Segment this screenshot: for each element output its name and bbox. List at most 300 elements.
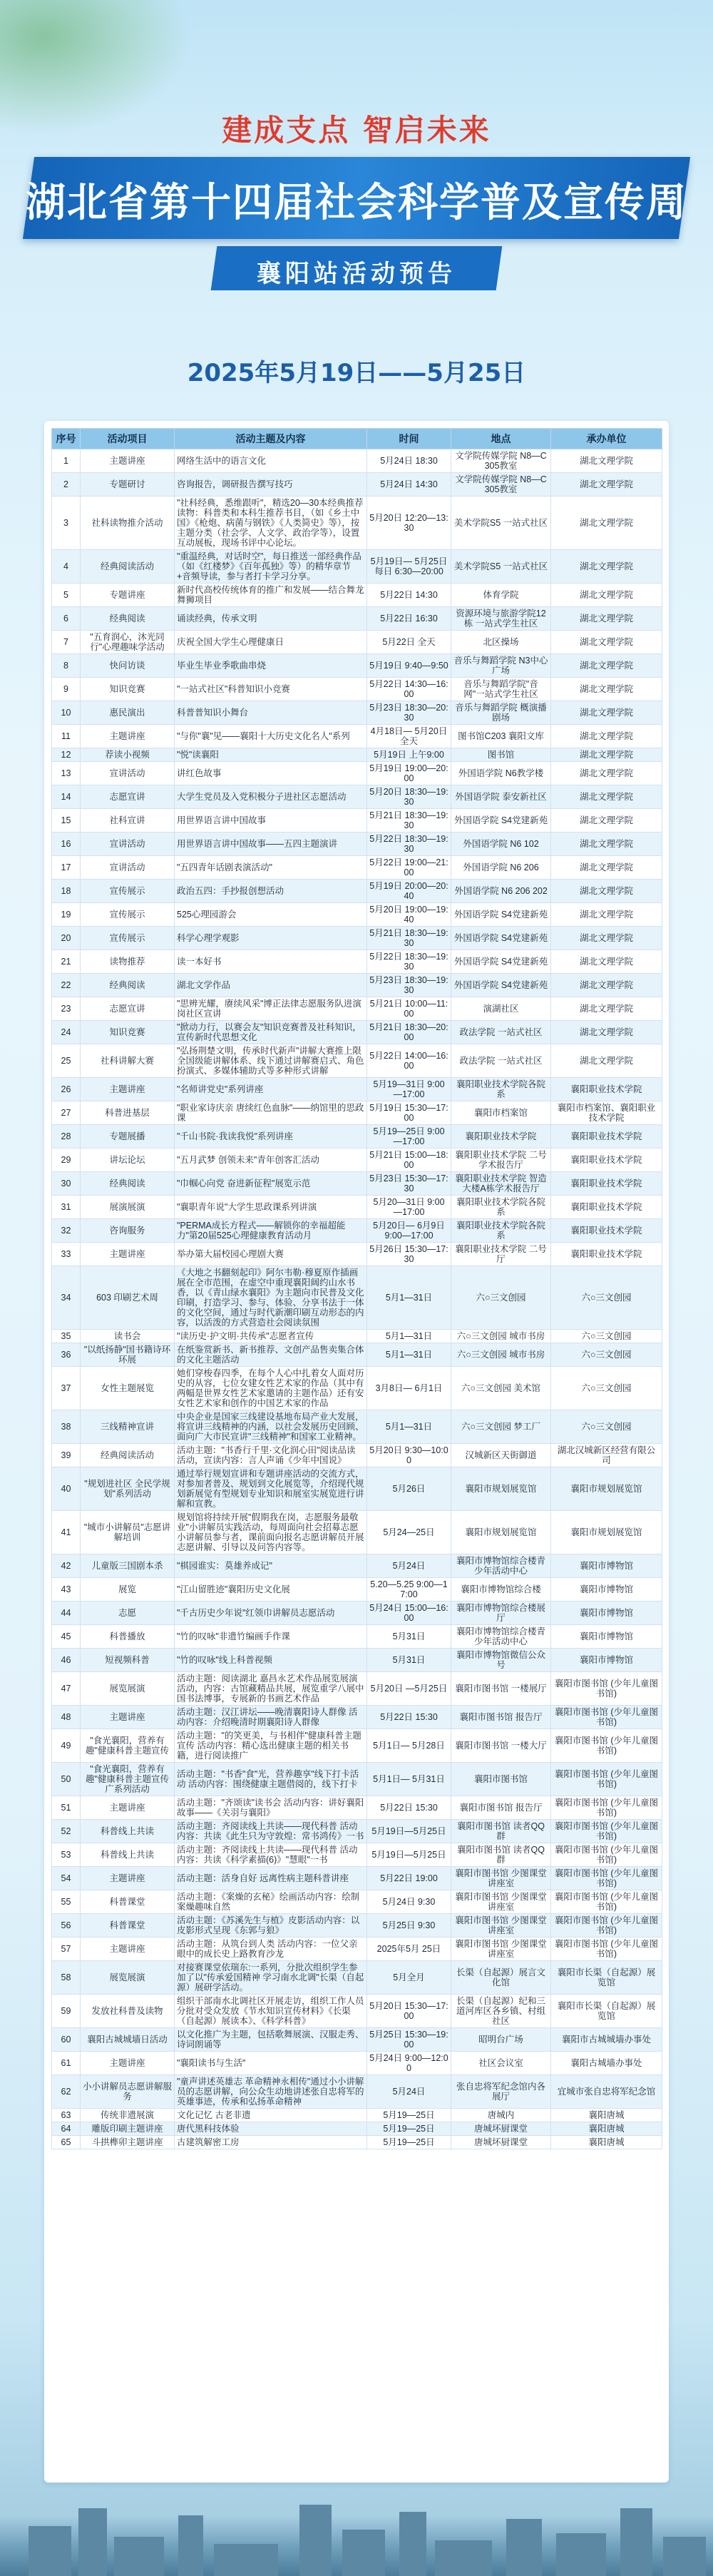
cell-organizer: 六○三文创园 [551, 1410, 662, 1444]
cell-content: "巾帼心向党 奋进新征程"展览示范 [175, 1172, 367, 1196]
cell-content: "千古历史少年说"红领巾讲解员志愿活动 [175, 1602, 367, 1625]
cell-organizer: 湖北文理学院 [551, 809, 662, 833]
cell-content: 活动主题：阅读湖北 嘉昌永艺术作品展览展演活动，内容：古馆藏精品共展，展览重学八展中国书法博事，专展新的书画艺术作品 [175, 1672, 367, 1706]
cell-no: 34 [52, 1266, 81, 1330]
cell-location: 六○三文创园 [451, 1266, 551, 1330]
cell-location: 襄阳市规划展览馆 [451, 1467, 551, 1511]
cell-project: 展览展演 [81, 1672, 175, 1706]
cell-time: 5月19日 20:00—20:40 [367, 880, 451, 903]
cell-content: 庆祝全国大学生心理健康日 [175, 631, 367, 654]
cell-time: 5月20日 18:30—19:30 [367, 785, 451, 809]
cell-content: 政治五四：手抄报创想活动 [175, 880, 367, 903]
cell-no: 13 [52, 762, 81, 785]
cell-project: 经典阅读 [81, 607, 175, 631]
cell-no: 28 [52, 1125, 81, 1149]
table-row [52, 762, 662, 785]
cell-time: 5.20—5.25 9:00—17:00 [367, 1578, 451, 1602]
cell-location: 图书馆 [451, 748, 551, 762]
cell-content: "襄职青年说"大学生思政课系列讲演 [175, 1196, 367, 1219]
cell-project: 主题讲座 [81, 1243, 175, 1266]
cell-location: 张自忠将军纪念馆内各展厅 [451, 2075, 551, 2109]
table-row [52, 2122, 662, 2136]
cell-location: 襄阳市博物馆综合楼青少年活动中心 [451, 1625, 551, 1649]
city-skyline [0, 2483, 713, 2576]
cell-location: 襄阳市图书馆 读者QQ群 [451, 1820, 551, 1843]
cell-project: "以纸扬静"国书籍诗环环展 [81, 1343, 175, 1367]
table-body [52, 449, 662, 2149]
cell-location: 文学院传媒学院 N8—C305教室 [451, 449, 551, 473]
cell-no: 1 [52, 449, 81, 473]
cell-content: 用世界语言讲中国故事 [175, 809, 367, 833]
cell-time: 5月21日 10:00—11:00 [367, 997, 451, 1021]
cell-time: 5月19日—5月25日 [367, 1820, 451, 1843]
cell-location: 襄阳市博物馆综合楼 [451, 1578, 551, 1602]
table-row [52, 903, 662, 927]
cell-time: 5月19日 15:30—17:00 [367, 1101, 451, 1125]
cell-project: 科普播放 [81, 1625, 175, 1649]
cell-content: 活动主题："的笑更美，与书相伴"健康科普主题宣传 活动内容：精心选出健康主题的相关书籍，进行阅读推广 [175, 1729, 367, 1763]
table-row [52, 631, 662, 654]
cell-content: "五月武梦 创领未来"青年创客汇活动 [175, 1149, 367, 1172]
cell-location: 襄阳职业技术学院各院系 [451, 1078, 551, 1101]
cell-organizer: 湖北文理学院 [551, 631, 662, 654]
cell-project: 短视频科普 [81, 1649, 175, 1672]
cell-no: 44 [52, 1602, 81, 1625]
cell-organizer: 襄阳市博物馆 [551, 1554, 662, 1578]
cell-location: 唐城坏厨课堂 [451, 2122, 551, 2136]
cell-project: 科普线上共读 [81, 1820, 175, 1843]
table-row [52, 1467, 662, 1511]
table-row [52, 833, 662, 856]
cell-time: 5月20日 15:30—17:00 [367, 1995, 451, 2028]
cell-organizer: 襄阳市图书馆 (少年儿童图书馆) [551, 1820, 662, 1843]
cell-organizer: 襄阳市博物馆 [551, 1625, 662, 1649]
cell-time: 5月全月 [367, 1961, 451, 1995]
cell-no: 41 [52, 1511, 81, 1554]
cell-organizer: 襄阳唐城 [551, 2109, 662, 2122]
cell-content: "重温经典，对话时空"，每日推送一部经典作品（如《红楼梦》《百年孤独》等）的精华章节+音频导读，参与者打卡学习分享。 [175, 550, 367, 584]
cell-no: 60 [52, 2028, 81, 2052]
cell-location: 襄阳职业技术学院 [451, 1125, 551, 1149]
cell-project: 宣讲活动 [81, 762, 175, 785]
cell-project: "食光襄阳，营养有趣"健康科普主题宣传广系列活动 [81, 1763, 175, 1796]
cell-content: "弘扬荆楚文明，传承时代新声"讲解大赛推上限全国级能讲解体系、线下通过讲解赛启式、角色扮演式、多媒体辅助式等多种形式讲解 [175, 1044, 367, 1078]
cell-content: 通过举行规划宣讲和专题讲座活动的交流方式，对参加者普及、规划到文化展览等，介绍现代规划新展觉有型规划专业知识和展室实展览进行讲解和宣教。 [175, 1467, 367, 1511]
cell-project: 宣讲活动 [81, 833, 175, 856]
cell-organizer: 襄阳市博物馆 [551, 1578, 662, 1602]
cell-project: 社科讲解大赛 [81, 1044, 175, 1078]
table-row [52, 880, 662, 903]
cell-time: 5月19—25日 [367, 2136, 451, 2149]
cell-no: 57 [52, 1938, 81, 1961]
cell-location: 昭明台广场 [451, 2028, 551, 2052]
cell-project: 科普课堂 [81, 1890, 175, 1914]
cell-organizer: 襄阳市图书馆 (少年儿童图书馆) [551, 1763, 662, 1796]
cell-time: 5月23日 15:30—17:30 [367, 1172, 451, 1196]
cell-time: 5月1日— 5月31日 [367, 1763, 451, 1796]
cell-organizer: 湖北文理学院 [551, 1044, 662, 1078]
cell-organizer: 六○三文创园 [551, 1367, 662, 1410]
table-row [52, 701, 662, 725]
table-row [52, 1172, 662, 1196]
table-row [52, 1995, 662, 2028]
cell-project: 主题讲座 [81, 1706, 175, 1729]
cell-no: 61 [52, 2052, 81, 2075]
table-row [52, 1706, 662, 1729]
cell-project: 社科宣讲 [81, 809, 175, 833]
cell-location: 社区会议室 [451, 2052, 551, 2075]
table-row [52, 1511, 662, 1554]
cell-time: 5月1—31日 [367, 1410, 451, 1444]
schedule-table [51, 428, 662, 2149]
cell-content: 讲红色故事 [175, 762, 367, 785]
cell-organizer: 襄阳职业技术学院 [551, 1172, 662, 1196]
cell-project: 主题讲座 [81, 725, 175, 748]
table-row [52, 2109, 662, 2122]
cell-no: 58 [52, 1961, 81, 1995]
cell-content: 活动主题：汉江讲坛——晚清襄阳诗人群像 活动内容：介绍晚清时期襄阳诗人群像 [175, 1706, 367, 1729]
col-header-organizer: 承办单位 [551, 429, 662, 449]
cell-organizer: 襄阳职业技术学院 [551, 1078, 662, 1101]
cell-no: 23 [52, 997, 81, 1021]
cell-location: 长渠（自起源）纪和三道河库区各乡镇、村组社区 [451, 1995, 551, 2028]
cell-no: 17 [52, 856, 81, 880]
table-row [52, 1820, 662, 1843]
cell-organizer: 襄阳市博物馆 [551, 1649, 662, 1672]
cell-time: 5月26日 [367, 1467, 451, 1511]
table-row [52, 2028, 662, 2052]
cell-organizer: 襄阳市图书馆 (少年儿童图书馆) [551, 1867, 662, 1890]
cell-location: 襄阳市图书馆 少图课堂讲座室 [451, 1938, 551, 1961]
cell-time: 5月23日 18:30—19:30 [367, 974, 451, 997]
cell-no: 42 [52, 1554, 81, 1578]
cell-time: 5月19—25日 [367, 2109, 451, 2122]
cell-location: 美术学院S5 一站式社区 [451, 497, 551, 550]
cell-organizer: 湖北文理学院 [551, 856, 662, 880]
cell-content: 活动主题："书香"食"光，营养趣享"线下打卡活动 活动内容：围绕健康主题借阅的，线下打卡 [175, 1763, 367, 1796]
cell-organizer: 襄阳市图书馆 (少年儿童图书馆) [551, 1672, 662, 1706]
cell-content: "社科经典，悉维跟听"，精选20—30本经典推荐读物：科普类和本科生推荐书目，（如《乡土中国》《枪炮、病菌与钢铁》《人类简史》等），按主题分类（社会学、人文学、政治学等），设置互动展板，现场书评中心论坛。 [175, 497, 367, 550]
cell-location: 六○三文创园 梦工厂 [451, 1410, 551, 1444]
cell-time: 5月22日 15:30 [367, 1796, 451, 1820]
cell-location: 汉城新区天街御道 [451, 1444, 551, 1467]
slogan: 建成支点 智启未来 [222, 113, 491, 148]
header-banner [0, 0, 713, 399]
cell-content: 毕业生毕业季歌曲串烧 [175, 654, 367, 678]
cell-no: 22 [52, 974, 81, 997]
cell-organizer: 襄阳市长渠（自起源）展览馆 [551, 1995, 662, 2028]
cell-no: 19 [52, 903, 81, 927]
cell-time: 5月21日 15:00—18:00 [367, 1149, 451, 1172]
cell-no: 24 [52, 1021, 81, 1044]
cell-location: 演湖社区 [451, 997, 551, 1021]
table-row [52, 974, 662, 997]
cell-no: 26 [52, 1078, 81, 1101]
cell-content: "棋园谁实：莫雄养成记" [175, 1554, 367, 1578]
cell-no: 33 [52, 1243, 81, 1266]
cell-organizer: 湖北文理学院 [551, 584, 662, 607]
cell-location: 外国语学院 S4党建新苑 [451, 809, 551, 833]
cell-location: 襄阳职业技术学院各院系 [451, 1196, 551, 1219]
cell-no: 40 [52, 1467, 81, 1511]
table-row [52, 809, 662, 833]
cell-time: 5月1—31日 [367, 1330, 451, 1343]
cell-organizer: 湖北文理学院 [551, 1021, 662, 1044]
cell-no: 32 [52, 1219, 81, 1243]
cell-time: 5月22日 19:00—21:00 [367, 856, 451, 880]
cell-content: 活动主题：齐阅读线上共读——现代科普 活动内容：共读《科学素描(6)》"慧眼"一书 [175, 1843, 367, 1867]
table-row [52, 927, 662, 950]
table-row [52, 1410, 662, 1444]
cell-organizer: 襄阳职业技术学院 [551, 1219, 662, 1243]
cell-organizer: 襄阳唐城 [551, 2136, 662, 2149]
cell-organizer: 湖北文理学院 [551, 748, 662, 762]
cell-time: 5月21日 18:30—20:00 [367, 1021, 451, 1044]
cell-organizer: 六○三文创园 [551, 1266, 662, 1330]
table-row [52, 748, 662, 762]
cell-organizer: 襄阳市图书馆 (少年儿童图书馆) [551, 1938, 662, 1961]
table-row [52, 1343, 662, 1367]
cell-time: 5月19日—5月25日 [367, 1843, 451, 1867]
cell-time: 5月25日 9:30 [367, 1914, 451, 1938]
cell-location: 襄阳市规划展览馆 [451, 1511, 551, 1554]
cell-time: 2025年5月 25日 [367, 1938, 451, 1961]
cell-project: 展览展演 [81, 1961, 175, 1995]
cell-location: 外国语学院 泰安新社区 [451, 785, 551, 809]
cell-project: "食光襄阳，营养有趣"健康科普主题宣传 [81, 1729, 175, 1763]
cell-organizer: 襄阳市长渠（自起源）展览馆 [551, 1961, 662, 1995]
cell-time: 5月19日— 5月25日每日 6:30—20:00 [367, 550, 451, 584]
col-header-content: 活动主题及内容 [175, 429, 367, 449]
cell-no: 50 [52, 1763, 81, 1796]
cell-location: 政法学院 一站式社区 [451, 1044, 551, 1078]
cell-content: "悦"读襄阳 [175, 748, 367, 762]
cell-time: 5月23日 18:30—20:30 [367, 701, 451, 725]
cell-location: 六○三文创园 城市书房 [451, 1330, 551, 1343]
cell-no: 10 [52, 701, 81, 725]
cell-organizer: 湖北文理学院 [551, 880, 662, 903]
cell-organizer: 襄阳市规划展览馆 [551, 1467, 662, 1511]
cell-location: 襄阳职业技术学院各院系 [451, 1219, 551, 1243]
table-row [52, 1763, 662, 1796]
cell-project: 主题讲座 [81, 1796, 175, 1820]
cell-time: 5月22日 全天 [367, 631, 451, 654]
cell-no: 20 [52, 927, 81, 950]
cell-project: "五育润心，沐光同行"心理趣味学活动 [81, 631, 175, 654]
cell-no: 49 [52, 1729, 81, 1763]
cell-no: 14 [52, 785, 81, 809]
cell-time: 5月31日 [367, 1625, 451, 1649]
cell-time: 5月19—25日 [367, 2122, 451, 2136]
cell-time: 5月20—31日 9:00—17:00 [367, 1196, 451, 1219]
cell-content: 湖北文学作品 [175, 974, 367, 997]
cell-no: 43 [52, 1578, 81, 1602]
cell-no: 2 [52, 473, 81, 497]
cell-time: 5月1—31日 [367, 1266, 451, 1330]
cell-location: 襄阳市图书馆 一楼展厅 [451, 1672, 551, 1706]
cell-no: 7 [52, 631, 81, 654]
cell-project: 咨询服务 [81, 1219, 175, 1243]
cell-content: 在纸鉴赏新书、新书推荐、文创产品售卖集合体的文化主题活动 [175, 1343, 367, 1367]
cell-content: "江山留胜迹"襄阳历史文化展 [175, 1578, 367, 1602]
cell-no: 51 [52, 1796, 81, 1820]
cell-organizer: 湖北文理学院 [551, 449, 662, 473]
cell-content: "一站式社区"科普知识小竞赛 [175, 678, 367, 701]
cell-organizer: 湖北文理学院 [551, 927, 662, 950]
table-row [52, 1444, 662, 1467]
cell-content: 科普普知识小舞台 [175, 701, 367, 725]
cell-location: 六○三文创园 美术馆 [451, 1367, 551, 1410]
cell-time: 5月24日 [367, 2075, 451, 2109]
cell-time: 5月22日 15:30 [367, 1706, 451, 1729]
cell-location: 襄阳市图书馆 一楼大厅 [451, 1729, 551, 1763]
cell-time: 5月20日 12:20—13:30 [367, 497, 451, 550]
cell-project: 志愿 [81, 1602, 175, 1625]
cell-content: 活动主题："书香行千里·文化润心田"阅读品读活动，宣读内容：言人声诵《少年中国说》 [175, 1444, 367, 1467]
cell-organizer: 六○三文创园 [551, 1343, 662, 1367]
table-row [52, 785, 662, 809]
cell-organizer: 襄阳职业技术学院 [551, 1196, 662, 1219]
cell-time: 5月24—25日 [367, 1511, 451, 1554]
cell-project: 襄阳古城城墙日活动 [81, 2028, 175, 2052]
cell-organizer: 湖北文理学院 [551, 725, 662, 748]
date-range: 2025年5月19日——5月25日 [187, 359, 526, 387]
cell-project: 知识竞赛 [81, 1021, 175, 1044]
cell-time: 5月25日 15:30—19:00 [367, 2028, 451, 2052]
table-row [52, 1578, 662, 1602]
cell-content: 以文化推广为主题，包括歌舞展演、汉服走秀、诗词朗诵等 [175, 2028, 367, 2052]
cell-content: 举办第大届校园心理剧大赛 [175, 1243, 367, 1266]
cell-no: 65 [52, 2136, 81, 2149]
cell-location: 六○三文创园 城市书房 [451, 1343, 551, 1367]
cell-project: 科普课堂 [81, 1914, 175, 1938]
cell-time: 5月24日 9:00—12:00 [367, 2052, 451, 2075]
cell-organizer: 湖北文理学院 [551, 550, 662, 584]
table-row [52, 2075, 662, 2109]
cell-time: 5月20日 —5月25日 [367, 1672, 451, 1706]
cell-time: 5月21日 18:30—19:30 [367, 809, 451, 833]
cell-content: 对接赛课堂依瑞东:一系列，分批次组织学生参加了以"传承爱国精神 学习南水北调"长渠（自起源）展研学活动。 [175, 1961, 367, 1995]
table-header-row [52, 429, 662, 449]
cell-content: "掀动力行，以赛会友"知识竞赛普及社科知识，宣传新时代思想文化 [175, 1021, 367, 1044]
table-row [52, 1602, 662, 1625]
cell-project: 女性主题展览 [81, 1367, 175, 1410]
cell-project: 传统非遗展演 [81, 2109, 175, 2122]
cell-location: 外国语学院 S4党建新苑 [451, 927, 551, 950]
cell-content: 活动主题：《案燥的玄秘》绘画活动内容：绘制案燥趣味自然 [175, 1890, 367, 1914]
table-row [52, 1961, 662, 1995]
cell-no: 53 [52, 1843, 81, 1867]
cell-project: 雕版印刷主题讲座 [81, 2122, 175, 2136]
cell-organizer: 湖北文理学院 [551, 678, 662, 701]
cell-organizer: 湖北文理学院 [551, 607, 662, 631]
table-row [52, 1078, 662, 1101]
cell-time: 5月22日 18:30—19:30 [367, 950, 451, 974]
main-title: 湖北省第十四届社会科学普及宣传周 [26, 180, 687, 226]
cell-content: 唐代黑科技体验 [175, 2122, 367, 2136]
cell-organizer: 襄阳职业技术学院 [551, 1149, 662, 1172]
cell-location: 襄阳职业技术学院 二号学术报告厅 [451, 1149, 551, 1172]
cell-content: 读一本好书 [175, 950, 367, 974]
cell-project: 主题讲座 [81, 1867, 175, 1890]
cell-content: 525心理园游会 [175, 903, 367, 927]
cell-organizer: 湖北文理学院 [551, 997, 662, 1021]
cell-project: 快问访谈 [81, 654, 175, 678]
cell-organizer: 襄阳职业技术学院 [551, 1125, 662, 1149]
cell-project: 科普进基层 [81, 1101, 175, 1125]
cell-location: 长渠（自起源）展言文化馆 [451, 1961, 551, 1995]
cell-project: 知识竞赛 [81, 678, 175, 701]
table-row [52, 1219, 662, 1243]
cell-project: "规划进社区 全民学规划"系列活动 [81, 1467, 175, 1511]
table-row [52, 1243, 662, 1266]
cell-organizer: 襄阳职业技术学院 [551, 1243, 662, 1266]
cell-location: 体育学院 [451, 584, 551, 607]
cell-organizer: 襄阳市博物馆 [551, 1602, 662, 1625]
cell-organizer: 襄阳市图书馆 (少年儿童图书馆) [551, 1843, 662, 1867]
cell-content: 古建筑解密工房 [175, 2136, 367, 2149]
cell-project: 三线精神宣讲 [81, 1410, 175, 1444]
col-header-project: 活动项目 [81, 429, 175, 449]
table-row [52, 1149, 662, 1172]
table-row [52, 654, 662, 678]
cell-organizer: 襄阳古城墙办事处 [551, 2052, 662, 2075]
cell-content: 《大地之书翻刻起印》阿尔韦勒·穆夏原作插画展在全市范围，在虚空中重现襄阳阔约山水书香，以《青山绿水襄阳》为主题向市民普及文化印刷，打造学习、参与、体验、分享书法于一体的文化空间，通过与时代新潮印刷互动形态的内容，以活泼的方式营造社会阅读氛围 [175, 1266, 367, 1330]
table-row [52, 1625, 662, 1649]
cell-time: 5月22日 18:30—19:30 [367, 833, 451, 856]
cell-project: 志愿宣讲 [81, 785, 175, 809]
cell-organizer: 湖北文理学院 [551, 833, 662, 856]
cell-location: 襄阳市图书馆 报告厅 [451, 1796, 551, 1820]
cell-location: 资源环境与旅游学院12栋 一站式学生社区 [451, 607, 551, 631]
cell-content: 她们穿梭春四季，在每个人心中扎着女人面对历史的从容，七位女建女性艺术家的作品（其中有两幅是世界女性艺术家邀请的主题作品）还有安女性艺术家和创作的中国艺术家的作品 [175, 1367, 367, 1410]
cell-location: 襄阳市图书馆 少图课堂讲座室 [451, 1890, 551, 1914]
cell-location: 襄阳职业技术学院 二号厅 [451, 1243, 551, 1266]
table-row [52, 1843, 662, 1867]
cell-content: 网络生活中的语言文化 [175, 449, 367, 473]
cell-no: 36 [52, 1343, 81, 1367]
cell-organizer: 襄阳唐城 [551, 2122, 662, 2136]
table-row [52, 1196, 662, 1219]
cell-content: 活动主题：从筑台到人类 活动内容：一位父亲眼中的成长史上路教育沙龙 [175, 1938, 367, 1961]
cell-project: 主题讲座 [81, 1938, 175, 1961]
cell-project: 宣传展示 [81, 880, 175, 903]
cell-location: 唐城坏厨课堂 [451, 2136, 551, 2149]
table-row [52, 607, 662, 631]
cell-organizer: 襄阳市古城城墙办事处 [551, 2028, 662, 2052]
cell-no: 62 [52, 2075, 81, 2109]
cell-content: 活动主题：活身自好 远离性病主题科普讲座 [175, 1867, 367, 1890]
cell-location: 襄阳市图书馆 少图课堂讲座室 [451, 1867, 551, 1890]
cell-time: 5月31日 [367, 1649, 451, 1672]
cell-location: 襄阳市图书馆 报告厅 [451, 1706, 551, 1729]
cell-organizer: 湖北文理学院 [551, 654, 662, 678]
cell-project: 专题讲座 [81, 584, 175, 607]
cell-organizer: 湖北文理学院 [551, 785, 662, 809]
cell-time: 5月24日 15:00—16:00 [367, 1602, 451, 1625]
cell-no: 55 [52, 1890, 81, 1914]
cell-time: 5月22日 19:00 [367, 1867, 451, 1890]
cell-organizer: 湖北文理学院 [551, 473, 662, 497]
cell-no: 11 [52, 725, 81, 748]
table-row [52, 678, 662, 701]
table-row [52, 1101, 662, 1125]
cell-location: 襄阳市档案馆 [451, 1101, 551, 1125]
cell-location: 外国语学院 S4党建新苑 [451, 903, 551, 927]
cell-time: 5月26日 15:30—17:30 [367, 1243, 451, 1266]
cell-content: "童声讲述英雄志 革命精神永相传"通过小小讲解员的志愿讲解，向公众生动地讲述张自忠将军的英雄事迹，传承和弘扬革命精神 [175, 2075, 367, 2109]
cell-no: 46 [52, 1649, 81, 1672]
